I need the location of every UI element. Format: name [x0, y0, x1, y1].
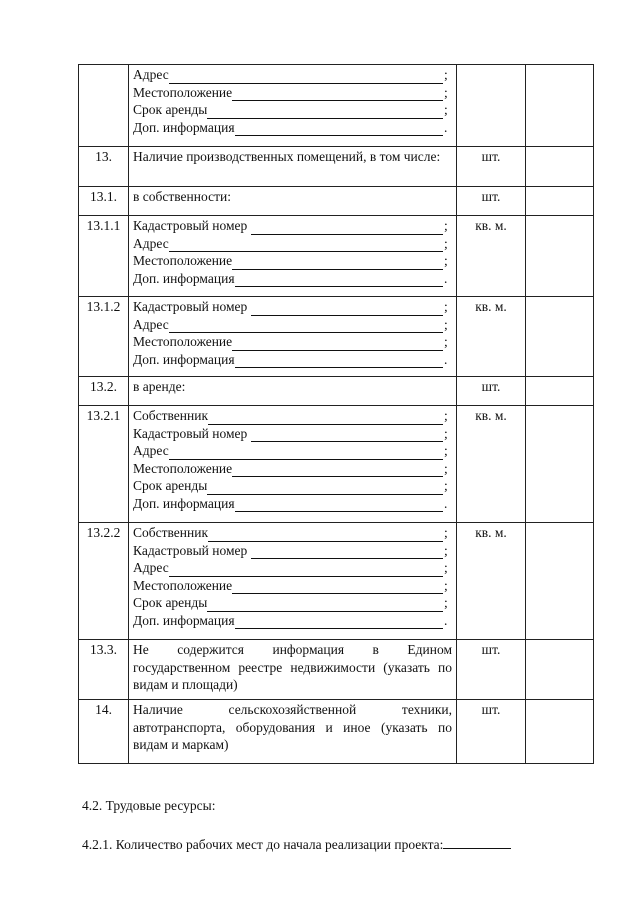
- form-field-line: [133, 217, 452, 235]
- form-field-line: [133, 119, 452, 137]
- field-terminator: ;: [444, 102, 448, 117]
- form-field-line: [133, 351, 452, 369]
- field-terminator: ;: [444, 525, 448, 540]
- row-value-cell[interactable]: [526, 523, 594, 640]
- field-label: Адрес: [133, 443, 169, 458]
- row-value-cell[interactable]: [526, 297, 594, 377]
- row-unit: кв. м.: [457, 216, 526, 297]
- row-description: [129, 523, 457, 640]
- row-description: [129, 377, 457, 406]
- field-terminator: ;: [444, 316, 448, 332]
- field-label: Собственник: [133, 525, 209, 540]
- field-label: Собственник: [133, 408, 209, 423]
- field-blank[interactable]: [235, 615, 443, 629]
- row-value-cell[interactable]: [526, 700, 594, 764]
- jobs-count-blank[interactable]: [443, 836, 511, 849]
- form-field-line: [133, 612, 452, 630]
- field-terminator: ;: [444, 560, 448, 575]
- form-field-line: [133, 442, 452, 460]
- row-unit: шт.: [457, 147, 526, 187]
- field-blank[interactable]: [235, 354, 443, 368]
- field-blank[interactable]: [169, 319, 443, 333]
- row-number: 13.1.: [79, 187, 129, 216]
- field-terminator: .: [444, 270, 448, 286]
- field-terminator: ;: [444, 334, 448, 349]
- field-blank[interactable]: [232, 580, 443, 594]
- form-field-line: [133, 460, 452, 478]
- row-number: 14.: [79, 700, 129, 764]
- row-text: Не содержится информация в Едином государственном реестре недвижимости (указать по видам и площади): [133, 642, 452, 692]
- form-field-line: [133, 66, 452, 84]
- field-label: Кадастровый номер: [133, 425, 251, 441]
- row-description: [129, 297, 457, 377]
- form-field-line: [133, 298, 452, 316]
- row-value-cell[interactable]: [526, 377, 594, 406]
- row-text: в собственности:: [133, 189, 231, 204]
- field-blank[interactable]: [251, 428, 443, 442]
- table-row: [79, 147, 594, 187]
- row-number: 13.1.2: [79, 297, 129, 377]
- table-row: [79, 700, 594, 764]
- form-field-line: [133, 316, 452, 334]
- row-unit: шт.: [457, 377, 526, 406]
- row-unit: шт.: [457, 187, 526, 216]
- table-row: [79, 523, 594, 640]
- row-number: 13.3.: [79, 640, 129, 700]
- row-unit: кв. м.: [457, 523, 526, 640]
- field-terminator: ;: [444, 67, 448, 82]
- field-blank[interactable]: [207, 105, 443, 119]
- form-field-line: [133, 407, 452, 425]
- field-label: Местоположение: [133, 253, 233, 268]
- field-blank[interactable]: [207, 481, 443, 495]
- form-field-line: [133, 477, 452, 495]
- table-row: [79, 216, 594, 297]
- field-blank[interactable]: [208, 411, 443, 425]
- field-terminator: .: [444, 119, 448, 135]
- field-terminator: ;: [444, 425, 448, 441]
- form-field-line: [133, 270, 452, 288]
- field-terminator: ;: [444, 577, 448, 593]
- field-blank[interactable]: [207, 598, 443, 612]
- property-table: [78, 64, 594, 764]
- field-label: Срок аренды: [133, 102, 208, 117]
- field-label: Местоположение: [133, 577, 233, 593]
- field-label: Кадастровый номер: [133, 218, 251, 233]
- field-label: Кадастровый номер: [133, 542, 251, 558]
- field-label: Местоположение: [133, 334, 233, 349]
- row-unit: шт.: [457, 700, 526, 764]
- field-terminator: .: [444, 351, 448, 367]
- row-unit: шт.: [457, 640, 526, 700]
- field-blank[interactable]: [232, 463, 443, 477]
- field-blank[interactable]: [235, 122, 443, 136]
- field-terminator: ;: [444, 299, 448, 314]
- field-label: Местоположение: [133, 460, 233, 476]
- row-unit: кв. м.: [457, 406, 526, 523]
- row-description: [129, 147, 457, 187]
- field-terminator: ;: [444, 595, 448, 610]
- section-heading-text: 4.2. Трудовые ресурсы:: [82, 798, 216, 813]
- row-number: 13.: [79, 147, 129, 187]
- field-label: Доп. информация: [133, 119, 235, 135]
- row-value-cell[interactable]: [526, 187, 594, 216]
- field-blank[interactable]: [169, 563, 443, 577]
- row-number: 13.2.1: [79, 406, 129, 523]
- row-description: [129, 216, 457, 297]
- field-label: Адрес: [133, 67, 169, 82]
- field-terminator: ;: [444, 460, 448, 476]
- field-terminator: ;: [444, 218, 448, 233]
- field-blank[interactable]: [232, 87, 443, 101]
- table-row: [79, 65, 594, 147]
- field-label: Срок аренды: [133, 478, 208, 493]
- form-field-line: [133, 559, 452, 577]
- section-heading: [82, 798, 215, 814]
- field-label: Доп. информация: [133, 351, 235, 367]
- field-terminator: ;: [444, 443, 448, 458]
- field-blank[interactable]: [208, 528, 443, 542]
- table-row: [79, 406, 594, 523]
- jobs-count-line: [82, 836, 511, 853]
- field-terminator: .: [444, 495, 448, 511]
- field-terminator: .: [444, 612, 448, 628]
- table-row: [79, 297, 594, 377]
- row-description: [129, 187, 457, 216]
- field-label: Адрес: [133, 560, 169, 575]
- field-terminator: ;: [444, 542, 448, 558]
- row-description: [129, 65, 457, 147]
- field-blank[interactable]: [169, 70, 443, 84]
- field-label: Кадастровый номер: [133, 299, 251, 314]
- row-value-cell[interactable]: [526, 147, 594, 187]
- row-text: Наличие производственных помещений, в том числе:: [133, 149, 441, 164]
- form-field-line: [133, 101, 452, 119]
- row-unit: кв. м.: [457, 297, 526, 377]
- field-terminator: ;: [444, 478, 448, 493]
- jobs-count-label: 4.2.1. Количество рабочих мест до начала реализации проекта:: [82, 837, 444, 852]
- row-description: [129, 700, 457, 764]
- field-terminator: ;: [444, 253, 448, 268]
- form-field-line: [133, 252, 452, 270]
- row-value-cell[interactable]: [526, 216, 594, 297]
- form-field-line: [133, 84, 452, 102]
- row-number: [79, 65, 129, 147]
- field-blank[interactable]: [235, 273, 443, 287]
- form-field-line: [133, 495, 452, 513]
- form-field-line: [133, 235, 452, 253]
- field-blank[interactable]: [232, 256, 443, 270]
- table-row: [79, 187, 594, 216]
- field-terminator: ;: [444, 84, 448, 100]
- table-row: [79, 377, 594, 406]
- field-label: Адрес: [133, 316, 169, 332]
- field-label: Местоположение: [133, 84, 233, 100]
- form-field-line: [133, 333, 452, 351]
- row-number: 13.2.2: [79, 523, 129, 640]
- form-field-line: [133, 594, 452, 612]
- row-unit: [457, 65, 526, 147]
- field-blank[interactable]: [169, 446, 443, 460]
- row-description: [129, 406, 457, 523]
- row-description: [129, 640, 457, 700]
- field-label: Доп. информация: [133, 612, 235, 628]
- row-number: 13.2.: [79, 377, 129, 406]
- form-field-line: [133, 524, 452, 542]
- form-field-line: [133, 425, 452, 443]
- field-terminator: ;: [444, 235, 448, 251]
- field-label: Срок аренды: [133, 595, 208, 610]
- row-value-cell[interactable]: [526, 406, 594, 523]
- field-terminator: ;: [444, 408, 448, 423]
- form-field-line: [133, 542, 452, 560]
- field-blank[interactable]: [232, 337, 443, 351]
- field-blank[interactable]: [251, 545, 443, 559]
- field-blank[interactable]: [235, 498, 443, 512]
- field-blank[interactable]: [251, 221, 443, 235]
- form-field-line: [133, 577, 452, 595]
- field-label: Доп. информация: [133, 270, 235, 286]
- row-value-cell[interactable]: [526, 65, 594, 147]
- row-value-cell[interactable]: [526, 640, 594, 700]
- row-number: 13.1.1: [79, 216, 129, 297]
- field-label: Доп. информация: [133, 495, 235, 511]
- field-label: Адрес: [133, 235, 169, 251]
- row-text: в аренде:: [133, 379, 186, 394]
- field-blank[interactable]: [169, 238, 443, 252]
- row-text: Наличие сельскохозяйственной техники, автотранспорта, оборудования и иное (указать по видам и маркам): [133, 702, 452, 752]
- field-blank[interactable]: [251, 302, 443, 316]
- table-row: [79, 640, 594, 700]
